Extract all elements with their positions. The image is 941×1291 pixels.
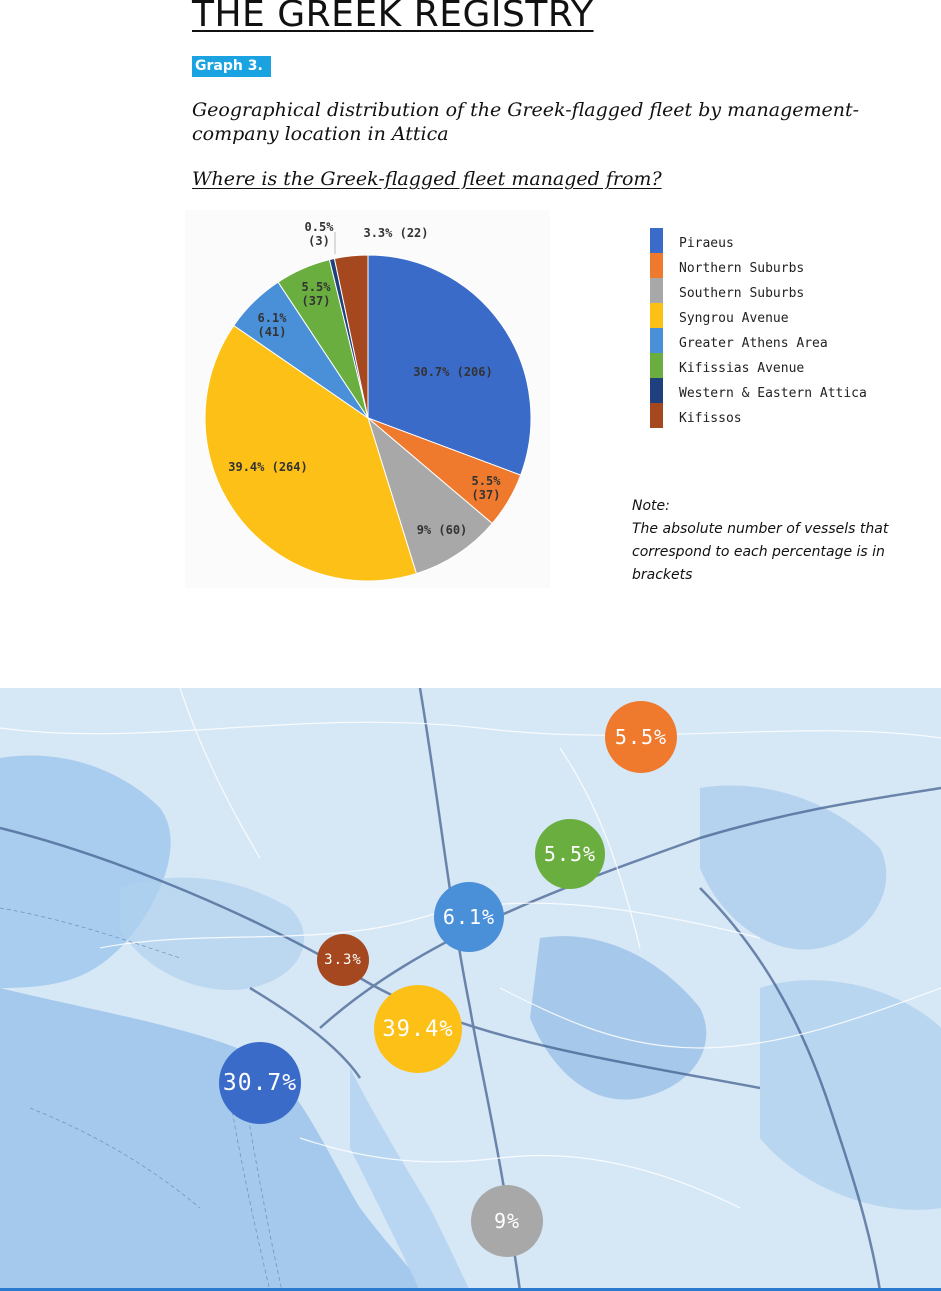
legend-label: Kifissos (679, 411, 742, 426)
legend-item (650, 228, 910, 253)
legend-label: Greater Athens Area (679, 336, 828, 351)
map-bubble-southern-suburbs: 9% (471, 1185, 543, 1257)
chart-subtitle: Geographical distribution of the Greek-flagged fleet by management-company location in Attica (192, 99, 860, 145)
legend-swatch (650, 303, 663, 328)
note-heading: Note: (632, 498, 670, 514)
map-bubble-kifissias-avenue: 5.5% (535, 819, 605, 889)
legend-item (650, 303, 910, 328)
pie-data-label: 9% (60) (416, 523, 468, 537)
pie-data-label: 0.5% (3) (304, 220, 334, 248)
legend-swatch (650, 278, 663, 303)
legend-item (650, 278, 910, 303)
pie-data-label: 39.4% (264) (228, 460, 308, 474)
pie-data-label: 5.5% (37) (301, 280, 331, 308)
legend-label: Syngrou Avenue (679, 311, 789, 326)
pie-data-label: 3.3% (22) (363, 226, 429, 240)
legend-item (650, 353, 910, 378)
legend-item (650, 328, 910, 353)
chart-question: Where is the Greek-flagged fleet managed from? (192, 168, 662, 190)
pie-data-label: 6.1% (41) (257, 311, 287, 339)
pie-data-label: 30.7% (206) (413, 365, 493, 379)
map-bubble-greater-athens-area: 6.1% (434, 882, 504, 952)
legend-swatch (650, 253, 663, 278)
map-bubble-northern-suburbs: 5.5% (605, 701, 677, 773)
graph-badge: Graph 3. (192, 56, 271, 77)
chart-legend (650, 228, 910, 428)
legend-swatch (650, 378, 663, 403)
map-bubble-kifissos: 3.3% (317, 934, 369, 986)
pie-data-label: 5.5% (37) (471, 474, 501, 502)
legend-label: Western & Eastern Attica (679, 386, 867, 401)
legend-item (650, 403, 910, 428)
map-background (0, 688, 941, 1291)
map-bubble-syngrou-avenue: 39.4% (374, 985, 462, 1073)
page-title: THE GREEK REGISTRY (192, 0, 594, 35)
legend-item (650, 253, 910, 278)
legend-label: Southern Suburbs (679, 286, 805, 301)
map-bubble-piraeus: 30.7% (219, 1042, 301, 1124)
legend-swatch (650, 403, 663, 428)
attica-map (0, 688, 941, 1291)
legend-swatch (650, 328, 663, 353)
chart-note (632, 495, 932, 587)
pie-chart (185, 210, 550, 588)
note-text: The absolute number of vessels that correspond to each percentage is in brackets (632, 521, 889, 583)
legend-item (650, 378, 910, 403)
legend-label: Northern Suburbs (679, 261, 805, 276)
legend-swatch (650, 353, 663, 378)
legend-swatch (650, 228, 663, 253)
pie-chart-svg (185, 210, 550, 588)
legend-label: Piraeus (679, 236, 734, 251)
legend-label: Kifissias Avenue (679, 361, 805, 376)
